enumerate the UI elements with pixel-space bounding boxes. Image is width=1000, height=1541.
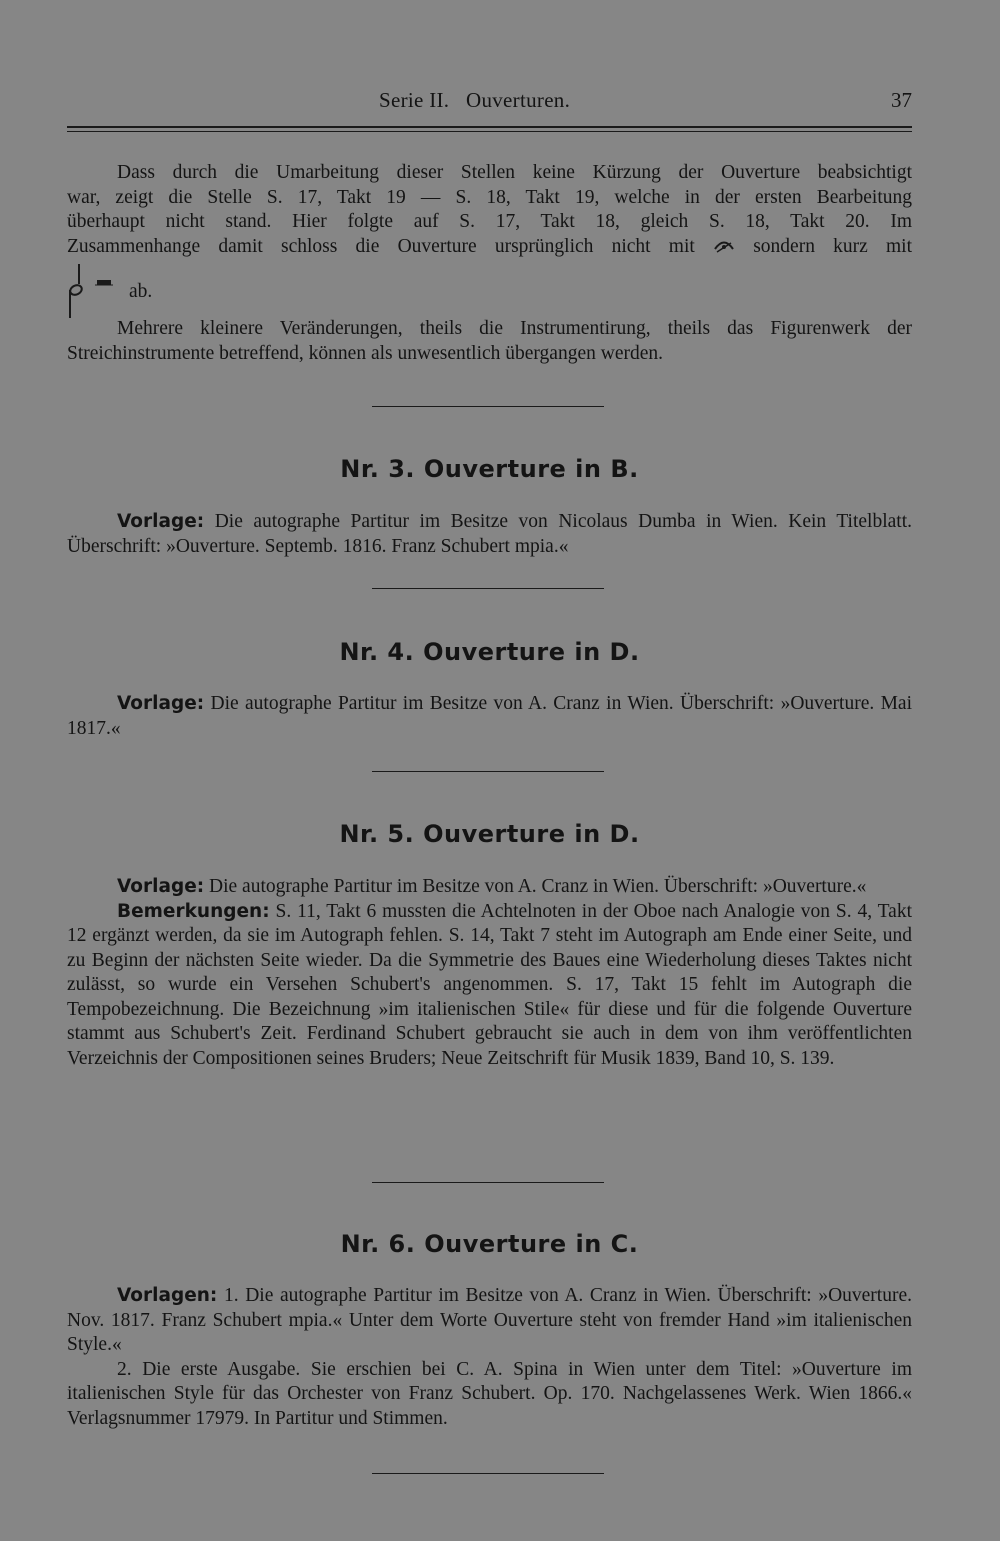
nr5-text: Die autographe Partitur im Besitze von A. Cranz in Wien. Überschrift: »Ouverture.« (209, 876, 867, 897)
paragraph-remarks-2 (67, 317, 912, 366)
heading-nr6: Nr. 6. Ouverture in C. (340, 1230, 639, 1258)
header-rule (67, 126, 912, 128)
para1-line-4-text: Zusammenhange damit schloss die Ouverture ursprünglich nicht mit (67, 235, 695, 257)
separator-rule (372, 1473, 604, 1474)
para1-line-1: Dass durch die Umarbeitung dieser Stellen keine Kürzung der Ouverture beabsichtigt (117, 162, 912, 183)
heading-nr4: Nr. 4. Ouverture in D. (339, 638, 640, 666)
nr4-text: Die autographe Partitur im Besitze von A. Cranz in Wien. Überschrift: »Ouverture. Mai 1817.« (67, 693, 912, 739)
fermata-symbol-icon (713, 235, 735, 255)
section-nr6-body (67, 1284, 912, 1431)
nr5-label: Vorlage: (117, 876, 205, 897)
heading-nr5: Nr. 5. Ouverture in D. (339, 820, 640, 848)
para2-text: Mehrere kleinere Veränderungen, theils die Instrumentirung, theils das Figurenwerk der Streichinstrumente betreffend, können als unwesentlich übergangen werden. (67, 318, 912, 364)
header-rule-thin (67, 131, 912, 132)
separator-rule (372, 771, 604, 772)
nr6-text-1: 1. Die autographe Partitur im Besitze von A. Cranz in Wien. Überschrift: »Ouverture. Nov. 1817. Franz Schubert mpia.« Unter dem Worte Ouverture steht von fremder Hand »im italienischen Style.« (67, 1285, 912, 1355)
separator-rule (372, 588, 604, 589)
para1-line-4-tail: sondern kurz mit (753, 235, 912, 257)
running-header (67, 88, 912, 118)
heading-nr3: Nr. 3. Ouverture in B. (340, 455, 639, 483)
separator-rule (372, 406, 604, 407)
musical-notation-icon (67, 262, 187, 318)
para1-ab: ab. (129, 281, 153, 302)
paragraph-remarks-1 (67, 161, 912, 259)
header-title: Serie II. Ouverturen. (379, 88, 571, 112)
nr3-text: Die autographe Partitur im Besitze von Nicolaus Dumba in Wien. Kein Titelblatt. Überschrift: »Ouverture. Septemb. 1816. Franz Schubert mpia.« (67, 511, 912, 557)
nr5-remarks-text: S. 11, Takt 6 mussten die Achtelnoten in der Oboe nach Analogie von S. 4, Takt 12 ergänzt werden, da sie im Autograph fehlen. S. 14, Takt 7 steht im Autograph am Ende einer Seite, und zu Beginn der nächsten Seite wieder. Da die Symmetrie des Baues eine Wiederholung dieses Taktes nicht zulässt, so wurde ein Versehen Schubert's angenommen. S. 17, Takt 15 fehlt im Autograph die Tempobezeichnung. Die Bezeichnung »im italienischen Stile« für diese und für die folgende Ouverture stammt aus Schubert's Zeit. Ferdinand Schubert gebraucht sie auch in dem von ihm veröffentlichten Verzeichnis der Compositionen seines Bruders; Neue Zeitschrift für Musik 1839, Band 10, S. 139. (67, 900, 912, 1069)
nr4-label: Vorlage: (117, 693, 205, 714)
section-nr5-body (67, 875, 912, 1071)
nr5-remarks-label: Bemerkungen: (117, 900, 270, 922)
section-nr3-body (67, 510, 912, 559)
para1-line-4 (67, 235, 912, 260)
separator-rule (372, 1182, 604, 1183)
para1-line-3: überhaupt nicht stand. Hier folgte auf S. 17, Takt 18, gleich S. 18, Takt 20. Im (67, 211, 912, 232)
nr6-text-2: 2. Die erste Ausgabe. Sie erschien bei C. A. Spina in Wien unter dem Titel: »Ouverture im italienischen Style für das Orchester von Franz Schubert. Op. 170. Nachgelassenes Werk. Wien 1866.« Verlagsnummer 17979. In Partitur und Stimmen. (67, 1358, 912, 1429)
page-number: 37 (891, 88, 912, 112)
nr3-label: Vorlage: (117, 511, 205, 532)
nr6-label: Vorlagen: (117, 1285, 218, 1306)
para1-line-2: war, zeigt die Stelle S. 17, Takt 19 — S. 18, Takt 19, welche in der ersten Bearbeitung (67, 186, 912, 208)
section-nr4-body (67, 692, 912, 741)
